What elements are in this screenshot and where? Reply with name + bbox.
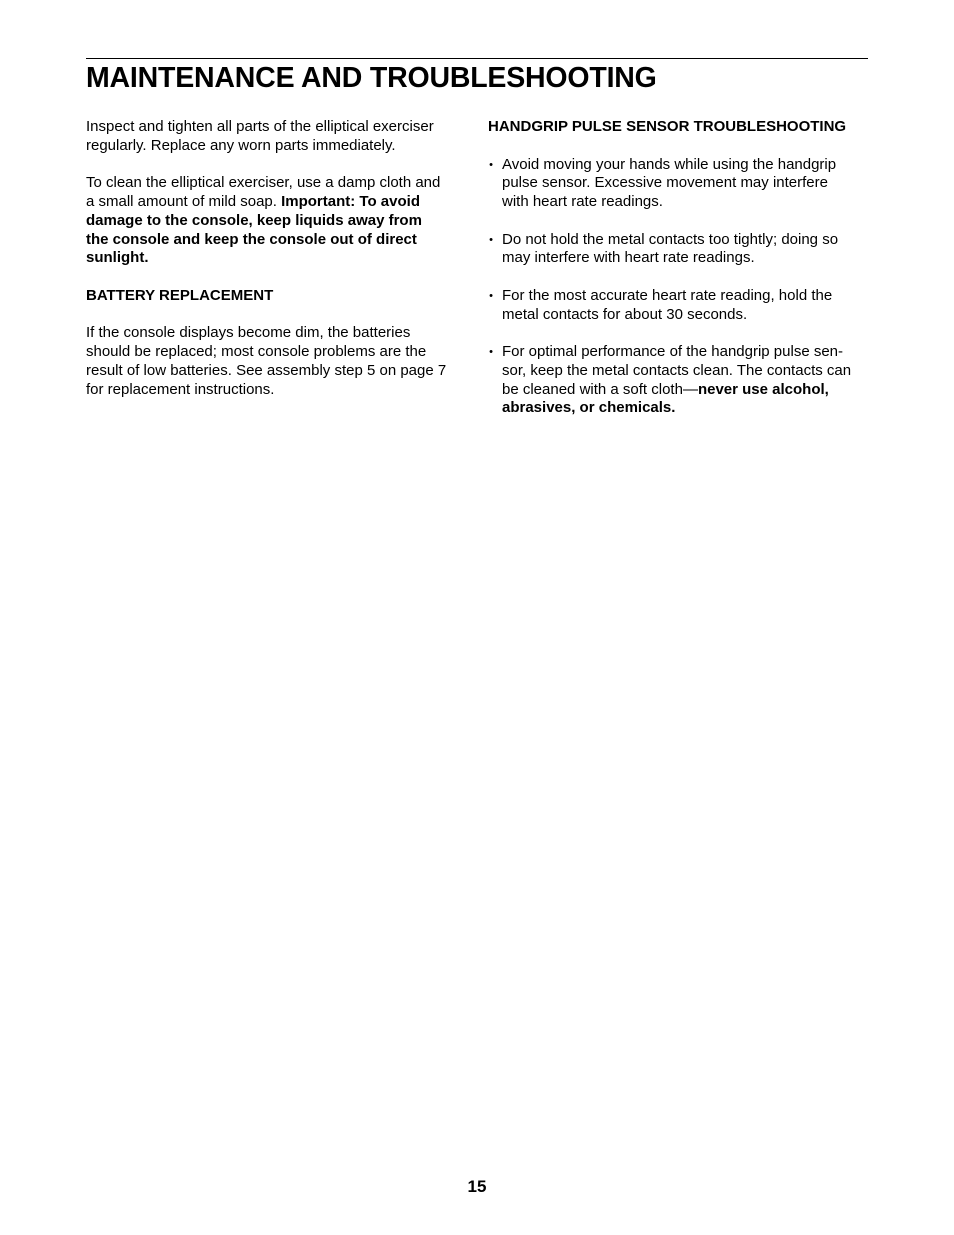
page-title: MAINTENANCE AND TROUBLESHOOTING: [86, 62, 657, 94]
list-item-line: For the most accurate heart rate reading, hold the: [502, 286, 833, 304]
battery-line: result of low batteries. See assembly step 5 on page 7: [86, 361, 447, 379]
list-item-line: For optimal performance of the handgrip pulse sen-: [502, 343, 844, 360]
important-warning: Important: To avoid: [281, 193, 420, 210]
battery-line: If the console displays become dim, the batteries: [86, 324, 411, 342]
important-warning-line: sunlight.: [86, 249, 149, 267]
cleaning-paragraph: [86, 174, 472, 268]
list-item: [488, 343, 870, 418]
right-column: [488, 118, 870, 437]
list-item-line: may interfere with heart rate readings.: [502, 249, 755, 267]
bullet-icon: •: [489, 289, 493, 302]
cleaning-line: [86, 193, 472, 212]
list-item-line: [502, 381, 870, 400]
list-item: [488, 231, 870, 269]
cleaning-line: To clean the elliptical exerciser, use a damp cloth and: [86, 174, 441, 192]
bullet-icon: •: [489, 346, 493, 358]
cleaning-text: a small amount of mild soap.: [86, 193, 282, 210]
troubleshooting-list: [488, 156, 870, 419]
cleaning-instruction: be cleaned with a soft cloth—: [502, 380, 698, 398]
title-rule: [86, 58, 868, 59]
intro-line: Inspect and tighten all parts of the elliptical exerciser: [86, 118, 434, 135]
handgrip-troubleshooting-heading: HANDGRIP PULSE SENSOR TROUBLESHOOTING: [488, 118, 847, 135]
left-column: [86, 118, 472, 418]
important-warning-line: damage to the console, keep liquids away from: [86, 211, 422, 229]
list-item-line: sor, keep the metal contacts clean. The contacts can: [502, 361, 852, 379]
list-item-line: Do not hold the metal contacts too tightly; doing so: [502, 230, 839, 248]
battery-paragraph: [86, 324, 472, 399]
battery-replacement-heading: BATTERY REPLACEMENT: [86, 286, 274, 304]
list-item: [488, 156, 870, 212]
list-item-line: Avoid moving your hands while using the handgrip: [502, 155, 837, 173]
cleaning-warning-line: abrasives, or chemicals.: [502, 399, 676, 417]
list-item-line: pulse sensor. Excessive movement may interfere: [502, 174, 828, 192]
intro-line: regularly. Replace any worn parts immediately.: [86, 136, 396, 154]
page-number: 15: [467, 1177, 487, 1196]
list-item-line: with heart rate readings.: [502, 193, 663, 210]
bullet-icon: •: [489, 158, 493, 171]
bullet-icon: •: [489, 233, 493, 246]
list-item: [488, 287, 870, 325]
battery-line: should be replaced; most console problems are the: [86, 343, 427, 360]
cleaning-warning: never use alcohol,: [697, 380, 829, 398]
battery-line: for replacement instructions.: [86, 380, 275, 398]
intro-paragraph: [86, 118, 472, 156]
important-warning-line: the console and keep the console out of direct: [86, 230, 417, 248]
list-item-line: metal contacts for about 30 seconds.: [502, 305, 748, 323]
